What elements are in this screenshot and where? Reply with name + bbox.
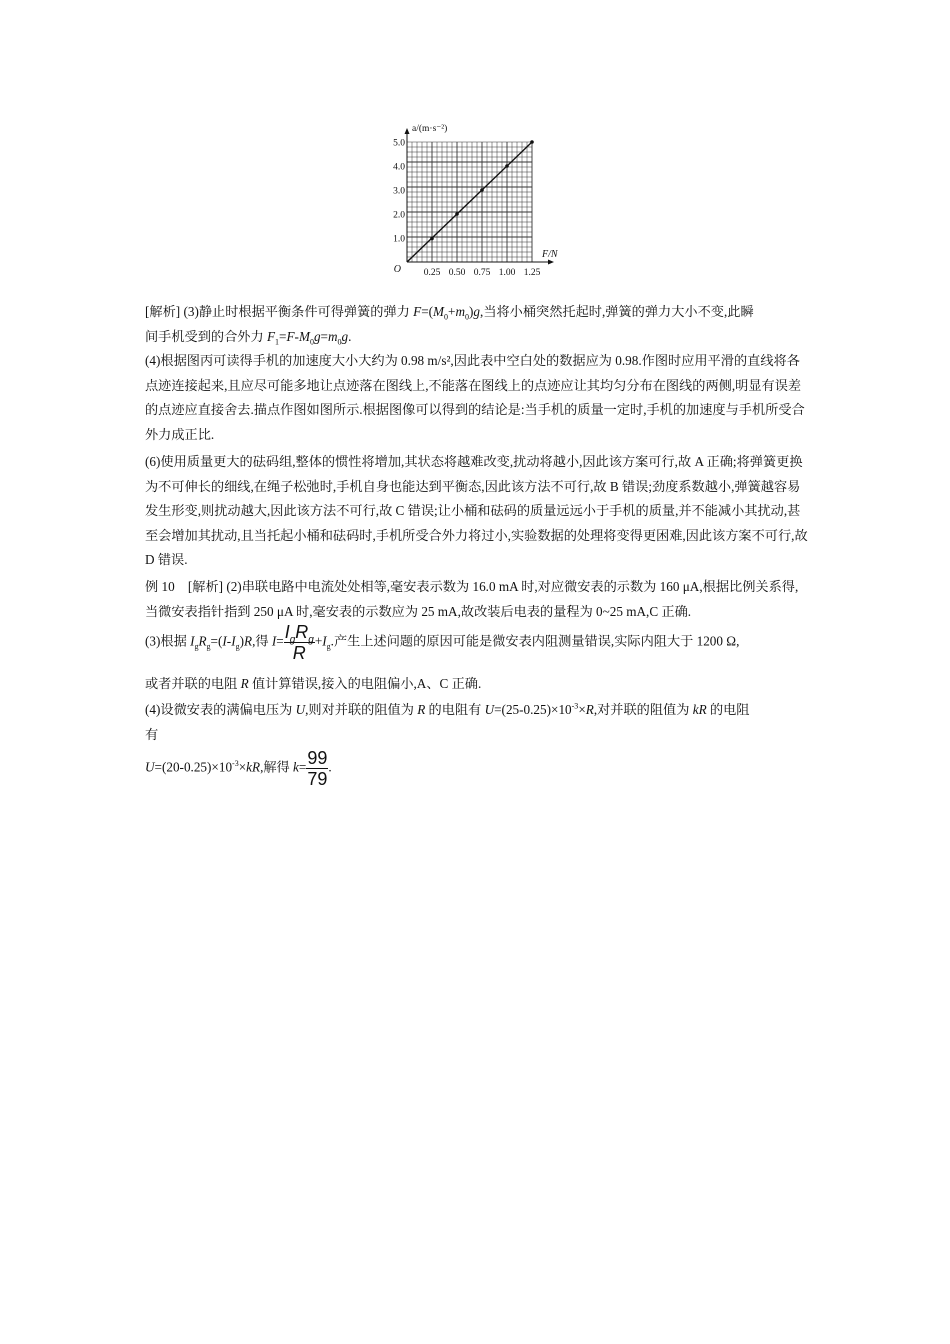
data-point	[455, 212, 459, 216]
example10-part2: 例 10 [解析] (2)串联电路中电流处处相等,毫安表示数为 16.0 mA 时,对应微安表的示数为 160 μA,根据比例关系得,当微安表指针指到 250 μA 时,毫安表的示数应为 25 mA,故改装后电表的量程为 0~25 mA,C 正确.	[145, 579, 799, 619]
example10-part3-cont: 或者并联的电阻 R 值计算错误,接入的电阻偏小,A、C 正确.	[145, 676, 482, 691]
x-tick-label: 1.25	[523, 268, 541, 278]
example10-part4-result: $U=(20-0.25)\times 10^{-3}\times kR$,解得 k= $\frac{99}{79}$ .	[145, 748, 332, 789]
x-tick-label: 0.25	[423, 268, 441, 278]
example10-part4: (4)设微安表的满偏电压为 U,则对并联的阻值为 R 的电阻有 $U=(25-0.25)\times 10^{-3}\times R$,对并联的阻值为 kR 的电阻 有	[145, 701, 750, 742]
chart-marks	[407, 140, 534, 262]
y-tick-label: 5.0	[393, 138, 405, 149]
analysis-part6: (6)使用质量更大的砝码组,整体的惯性将增加,其状态将越难改变,扰动将越小,因此该方案可行,故 A 正确;将弹簧更换为不可伸长的细线,在绳子松弛时,手机自身也能达到平衡态,因此该方法不可行,故 B 错误;劲度系数越小,弹簧越容易发生形变,则扰动越大,因此该方法不可行,故 C 错误;让小桶和砝码的质量远远小于手机的质量,并不能减小其扰动,甚至会增加其扰动,且当托起小桶和砝码时,手机所受合外力将过小,实验数据的处理将变得更困难,因此该方案不可行,故 D 错误.	[145, 454, 808, 567]
k-fraction: $\frac{99}{79}$	[307, 748, 328, 789]
data-point	[505, 164, 509, 168]
x-tick-label: 0.75	[473, 268, 491, 278]
chart-labels	[393, 123, 559, 278]
force-acceleration-chart	[385, 118, 570, 283]
x-axis-arrow	[548, 260, 554, 265]
analysis-part4: (4)根据图丙可读得手机的加速度大小大约为 0.98 m/s²,因此表中空白处的数据应为 0.98.作图时应用平滑的直线将各点迹连接起来,且应尽可能多地让点迹落在图线上,不能落在图线上的点迹应让其均匀分布在图线的两侧,明显有误差的点迹应直接舍去.描点作图如图所示.根据图像可以得到的结论是:当手机的质量一定时,手机的加速度与手机所受合外力成正比.	[145, 353, 805, 442]
origin-label: O	[393, 264, 401, 275]
y-tick-label: 2.0	[393, 210, 405, 221]
data-point	[530, 140, 534, 144]
y-axis-arrow	[405, 128, 410, 134]
current-fraction: $\frac{I_gR_g}{R}$	[284, 622, 314, 663]
x-tick-label: 0.50	[448, 268, 466, 278]
analysis-part3: [解析] (3)静止时根据平衡条件可得弹簧的弹力 $F=(M_0+m_0)g$,当将小桶突然托起时,弹簧的弹力大小不变,此瞬 间手机受到的合外力 $F_1=F-M_0g=m_0g$.	[145, 304, 754, 347]
x-axis-label: F/N	[542, 249, 558, 260]
y-axis-label: a/(m·s⁻²)	[412, 124, 448, 134]
y-tick-label: 3.0	[393, 186, 405, 197]
data-point	[480, 188, 484, 192]
y-tick-label: 1.0	[393, 234, 405, 245]
data-point	[430, 237, 434, 241]
example10-part3: (3)根据 $I_gR_g=(I-I_g)R$,得 I= $\frac{I_gR_g}{R}$ $+I_g$.产生上述问题的原因可能是微安表内阻测量错误,实际内阻大于 1200 Ω,	[145, 622, 740, 663]
y-tick-label: 4.0	[393, 162, 405, 173]
x-tick-label: 1.00	[498, 268, 516, 278]
